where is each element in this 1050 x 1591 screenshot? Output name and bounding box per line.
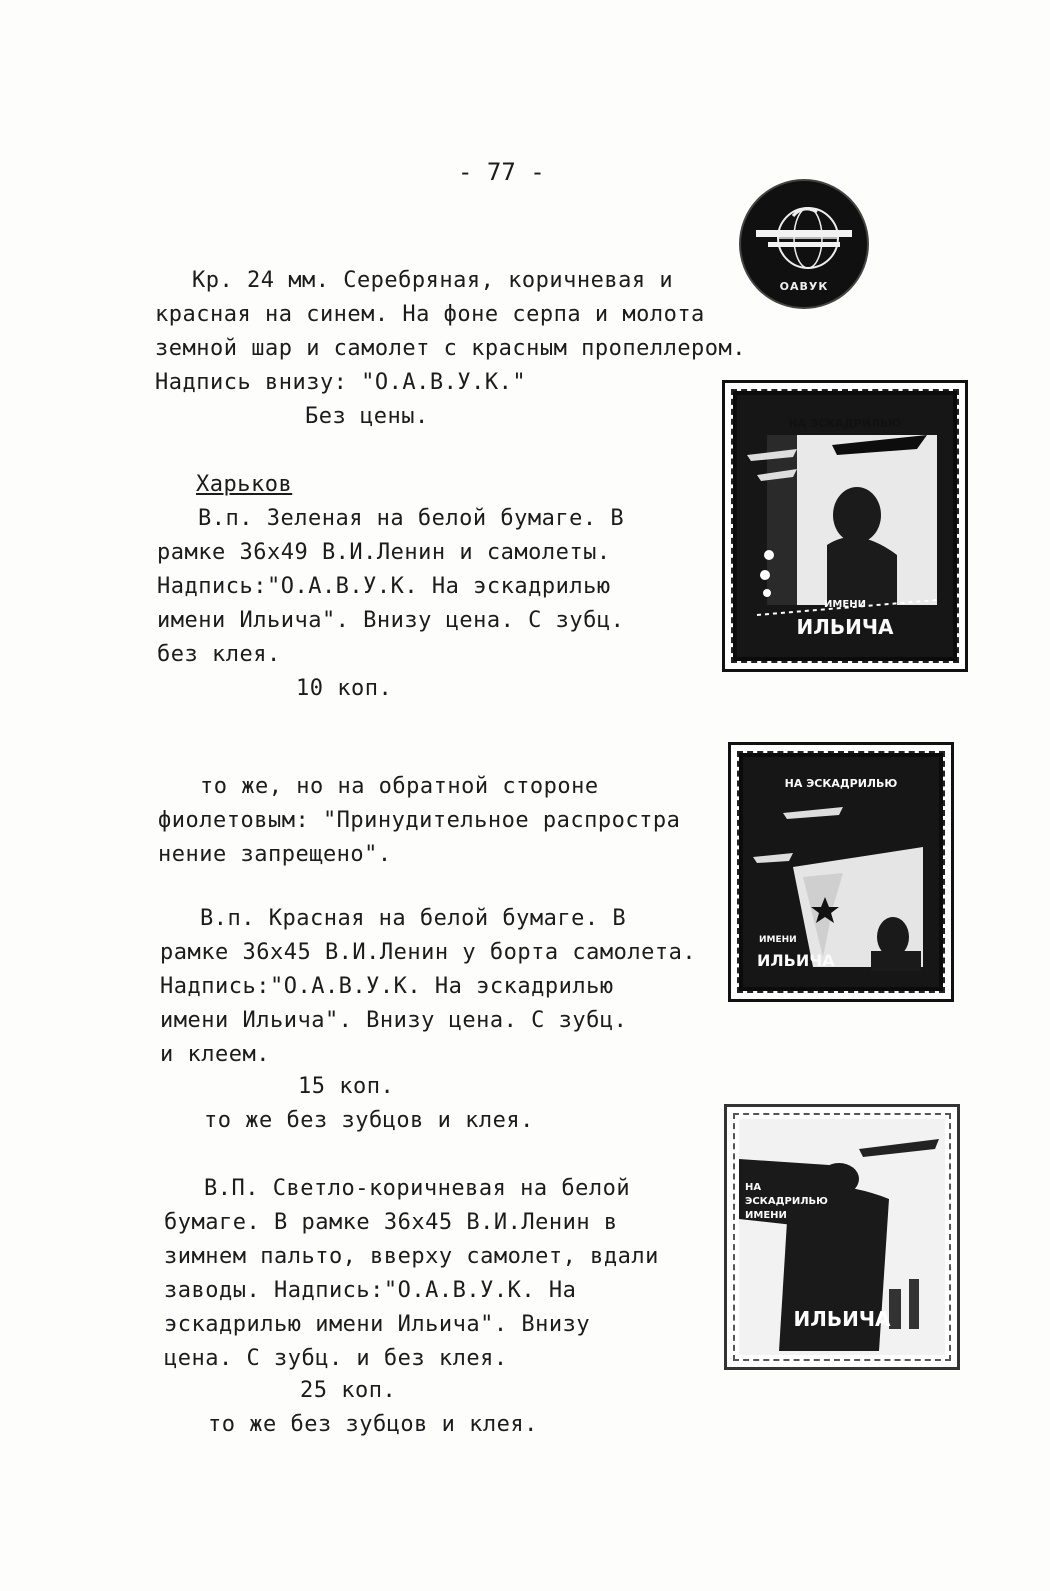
badge-text: ОАВУК [779,280,829,293]
stamp2-bottom-text: ИЛЬИЧА [757,951,835,970]
s1-line-4: Надпись внизу: "О.А.В.У.К." [155,370,527,395]
s2-price: 10 коп. [296,676,393,701]
round-badge [738,178,870,310]
s5-line-4: заводы. Надпись:"О.А.В.У.К. На [164,1278,577,1303]
s2-line-2: рамке 36х49 В.И.Ленин и самолеты. [157,540,611,565]
stamp1-top-text: НА ЭСКАДРИЛЬЮ [788,417,902,430]
s4-price: 15 коп. [298,1074,395,1099]
s1-line-3: земной шар и самолет с красным пропеллером. [155,336,747,361]
s5-line-6: цена. С зубц. и без клея. [164,1346,508,1371]
s4-variant: то же без зубцов и клея. [204,1108,534,1133]
s4-line-1: В.п. Красная на белой бумаге. В [200,906,627,931]
stamp1-bottom-text: ИЛЬИЧА [796,615,894,639]
s2-line-4: имени Ильича". Внизу цена. С зубц. [157,608,625,633]
s4-line-5: и клеем. [160,1042,270,1067]
stamp2-mid-text: ИМЕНИ [759,935,797,945]
airplane-icon [743,757,935,983]
s4-line-4: имени Ильича". Внизу цена. С зубц. [160,1008,628,1033]
s3-line-2: фиолетовым: "Принудительное распростра [158,808,681,833]
s4-line-3: Надпись:"О.А.В.У.К. На эскадрилью [160,974,614,999]
s1-line-2: красная на синем. На фоне серпа и молота [155,302,705,327]
s1-line-1: Кр. 24 мм. Серебряная, коричневая и [192,268,674,293]
stamp-image-2 [728,742,954,1002]
s5-price: 25 коп. [300,1378,397,1403]
s3-line-3: нение запрещено". [158,842,392,867]
s4-line-2: рамке 36х45 В.И.Ленин у борта самолета. [160,940,697,965]
s5-line-5: эскадрилью имени Ильича". Внизу [164,1312,591,1337]
page-number: - 77 - [458,158,545,186]
stamp3-top-text: НА ЭСКАДРИЛЬЮ ИМЕНИ [745,1182,828,1221]
stamp2-top-text: НА ЭСКАДРИЛЬЮ [784,777,898,790]
s2-line-5: без клея. [157,642,281,667]
city-heading: Харьков [196,472,293,497]
s5-line-3: зимнем пальто, вверху самолет, вдали [164,1244,659,1269]
s5-line-1: В.П. Светло-коричневая на белой [204,1176,631,1201]
stamp3-bottom-text: ИЛЬИЧА [793,1307,891,1331]
stamp1-mid-text: ИМЕНИ [824,599,866,610]
stamp-image-3 [724,1104,960,1370]
s5-variant: то же без зубцов и клея. [208,1412,538,1437]
s5-line-2: бумаге. В рамке 36х45 В.И.Ленин в [164,1210,618,1235]
s3-line-1: то же, но на обратной стороне [200,774,599,799]
s1-price: Без цены. [305,404,429,429]
stamp-image-1 [722,380,968,672]
s2-line-1: В.п. Зеленая на белой бумаге. В [198,506,625,531]
s2-line-3: Надпись:"О.А.В.У.К. На эскадрилью [157,574,611,599]
